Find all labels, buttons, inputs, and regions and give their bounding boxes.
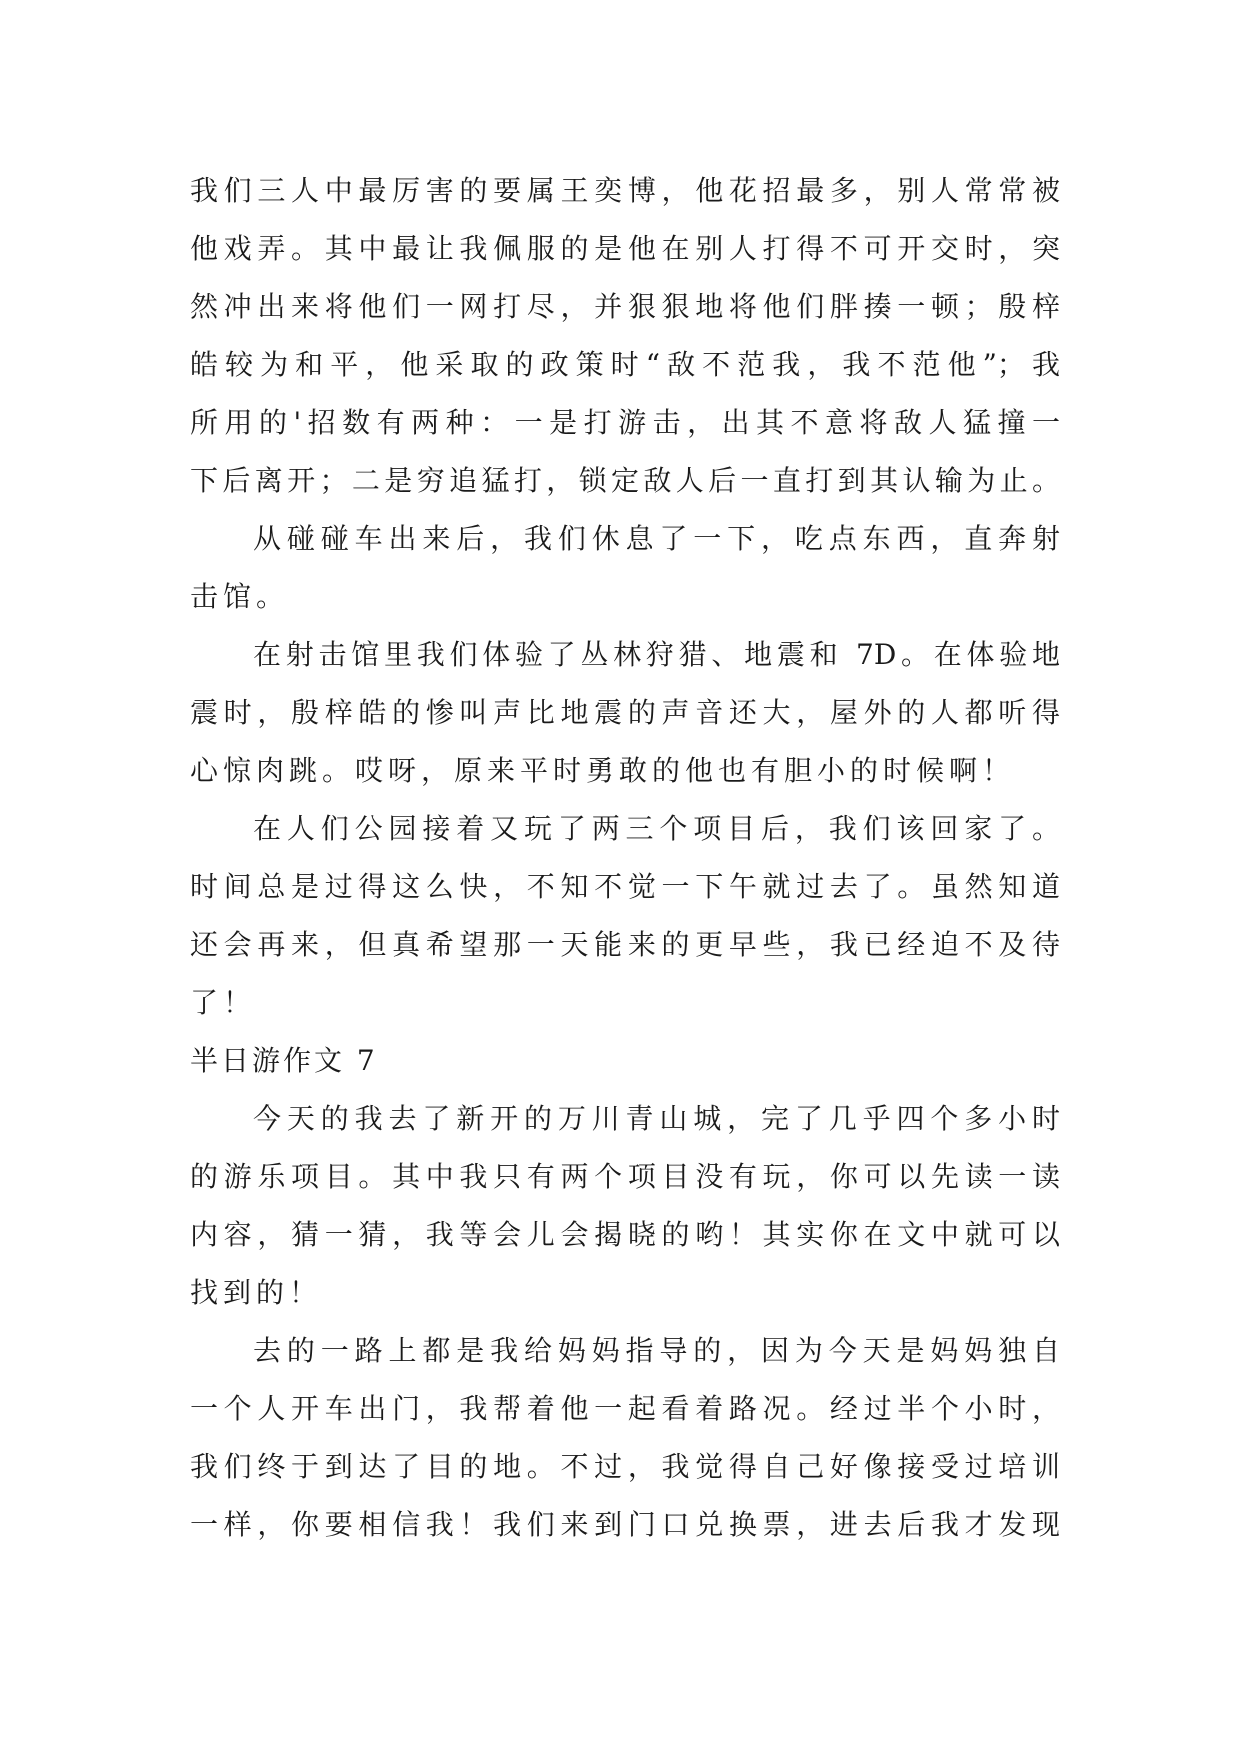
text-line: 皓较为和平，他采取的政策时“敌不范我，我不范他”；我 xyxy=(190,348,1060,381)
text-line: 去的一路上都是我给妈妈指导的，因为今天是妈妈独自 xyxy=(253,1334,1060,1367)
text-line: 击馆。 xyxy=(190,580,290,613)
text-line: 一个人开车出门，我帮着他一起看着路况。经过半个小时， xyxy=(190,1392,1060,1425)
section-heading: 半日游作文 7 xyxy=(190,1044,378,1077)
text-line: 心惊肉跳。哎呀，原来平时勇敢的他也有胆小的时候啊！ xyxy=(190,754,1016,787)
text-line: 震时，殷梓皓的惨叫声比地震的声音还大，屋外的人都听得 xyxy=(190,696,1060,729)
text-line: 的游乐项目。其中我只有两个项目没有玩，你可以先读一读 xyxy=(190,1160,1060,1193)
text-line: 然冲出来将他们一网打尽，并狠狠地将他们胖揍一顿；殷梓 xyxy=(190,290,1060,323)
text-line: 找到的！ xyxy=(190,1276,323,1309)
text-line: 所用的'招数有两种：一是打游击，出其不意将敌人猛撞一 xyxy=(190,406,1060,439)
text-line: 在人们公园接着又玩了两三个项目后，我们该回家了。 xyxy=(253,812,1060,845)
document-page xyxy=(190,162,1060,1554)
text-line: 一样，你要相信我！我们来到门口兑换票，进去后我才发现 xyxy=(190,1508,1060,1541)
text-line: 还会再来，但真希望那一天能来的更早些，我已经迫不及待 xyxy=(190,928,1060,961)
text-line: 时间总是过得这么快，不知不觉一下午就过去了。虽然知道 xyxy=(190,870,1060,903)
text-line: 我们三人中最厉害的要属王奕博，他花招最多，别人常常被 xyxy=(190,174,1060,207)
text-line: 今天的我去了新开的万川青山城，完了几乎四个多小时 xyxy=(253,1102,1060,1135)
text-line: 从碰碰车出来后，我们休息了一下，吃点东西，直奔射 xyxy=(253,522,1060,555)
text-line: 了！ xyxy=(190,986,257,1019)
text-line: 他戏弄。其中最让我佩服的是他在别人打得不可开交时，突 xyxy=(190,232,1060,265)
text-line: 在射击馆里我们体验了丛林狩猎、地震和 7D。在体验地 xyxy=(253,638,1060,671)
text-line: 下后离开；二是穷追猛打，锁定敌人后一直打到其认输为止。 xyxy=(190,464,1060,497)
text-line: 我们终于到达了目的地。不过，我觉得自己好像接受过培训 xyxy=(190,1450,1060,1483)
text-line: 内容，猜一猜，我等会儿会揭晓的哟！其实你在文中就可以 xyxy=(190,1218,1060,1251)
